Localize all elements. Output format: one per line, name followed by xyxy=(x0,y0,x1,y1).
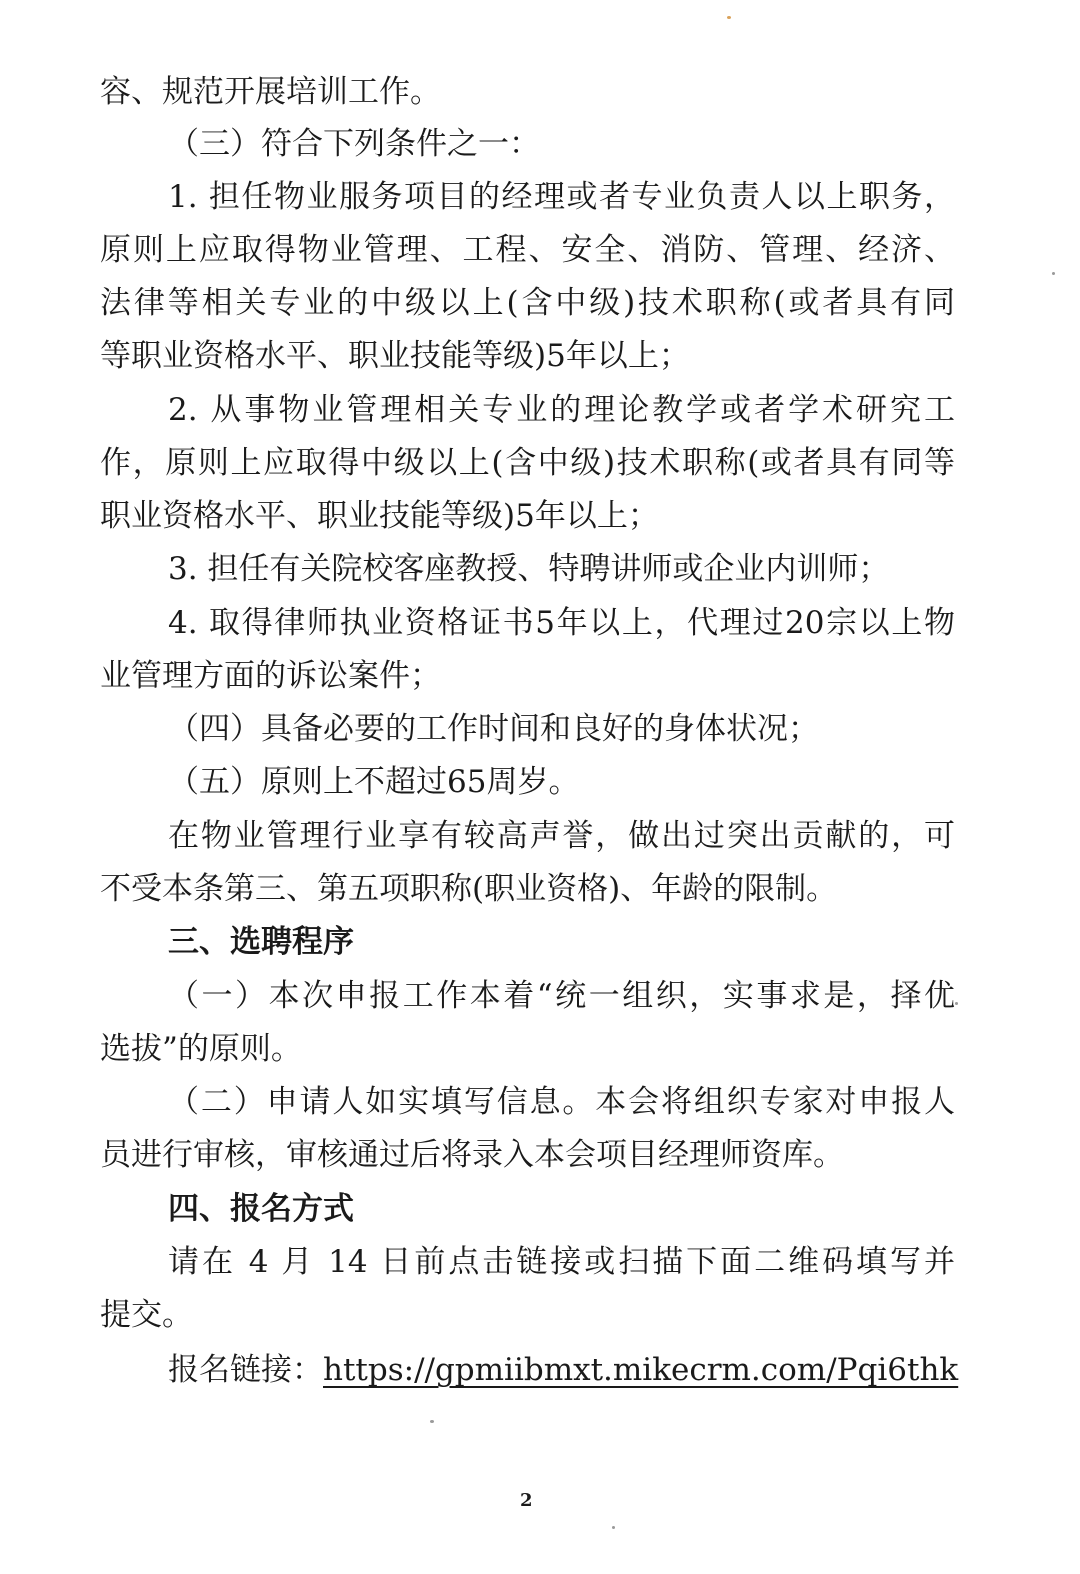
section-item-4: （四）具备必要的工作时间和良好的身体状况； xyxy=(168,711,819,747)
section-item-5: （五）原则上不超过65周岁。 xyxy=(168,764,580,800)
paragraph-line: （二）申请人如实填写信息。本会将组织专家对申报人 xyxy=(168,1084,955,1120)
paragraph-line: 原则上应取得物业管理、工程、安全、消防、管理、经济、 xyxy=(100,232,955,268)
section-heading: 三、选聘程序 xyxy=(168,924,354,960)
paragraph-line: 容、规范开展培训工作。 xyxy=(100,74,441,110)
paragraph-line: 在物业管理行业享有较高声誉，做出过突出贡献的，可 xyxy=(168,818,955,854)
paragraph-line: 提交。 xyxy=(100,1297,193,1333)
registration-label: 报名链接： xyxy=(168,1352,323,1388)
registration-line xyxy=(168,1350,958,1390)
scan-speck xyxy=(1052,272,1055,275)
paragraph-line: 员进行审核，审核通过后将录入本会项目经理师资库。 xyxy=(100,1137,844,1173)
paragraph-line: 请在 4 月 14 日前点击链接或扫描下面二维码填写并 xyxy=(168,1244,955,1280)
scan-speck xyxy=(430,1420,434,1423)
section-item-3: （三）符合下列条件之一： xyxy=(168,126,540,162)
paragraph-line: 等职业资格水平、职业技能等级)5年以上； xyxy=(100,338,690,374)
paragraph-line: 法律等相关专业的中级以上(含中级)技术职称(或者具有同 xyxy=(100,285,955,321)
paragraph-line: 2. 从事物业管理相关专业的理论教学或者学术研究工 xyxy=(168,392,955,428)
paragraph-line: 选拔”的原则。 xyxy=(100,1031,302,1067)
paragraph-line: 1. 担任物业服务项目的经理或者专业负责人以上职务， xyxy=(168,179,955,215)
registration-link[interactable]: https://gpmiibmxt.mikecrm.com/Pqi6thk xyxy=(323,1352,959,1388)
paragraph-line: 3. 担任有关院校客座教授、特聘讲师或企业内训师； xyxy=(168,551,890,587)
paragraph-line: 作，原则上应取得中级以上(含中级)技术职称(或者具有同等 xyxy=(100,445,955,481)
page-number: 2 xyxy=(520,1490,533,1511)
scan-speck xyxy=(727,16,731,19)
paragraph-line: 业管理方面的诉讼案件； xyxy=(100,658,441,694)
paragraph-line: 不受本条第三、第五项职称(职业资格)、年龄的限制。 xyxy=(100,871,838,907)
scan-speck xyxy=(612,1526,615,1529)
paragraph-line: （一）本次申报工作本着“统一组织，实事求是，择优 xyxy=(168,978,955,1014)
scan-speck xyxy=(955,1002,958,1005)
paragraph-line: 职业资格水平、职业技能等级)5年以上； xyxy=(100,498,659,534)
paragraph-line: 4. 取得律师执业资格证书5年以上，代理过20宗以上物 xyxy=(168,605,955,641)
section-heading: 四、报名方式 xyxy=(168,1191,354,1227)
